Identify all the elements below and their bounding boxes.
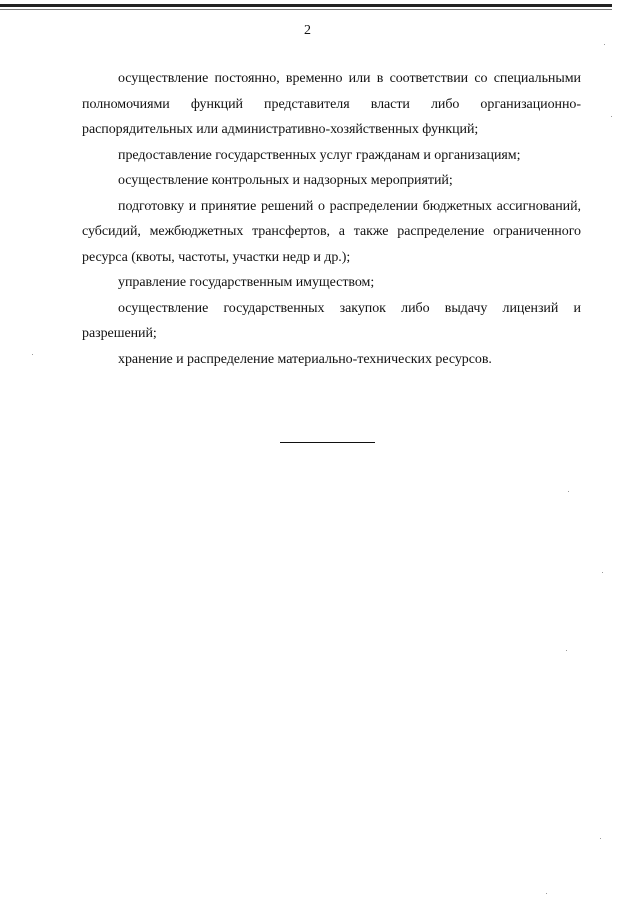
- top-border-line: [0, 4, 612, 7]
- paragraph-public-services: предоставление государственных услуг гражданам и организациям;: [118, 147, 521, 163]
- paragraph-authority-functions: осуществление постоянно, временно или в соответствии со специальными полномочиями функций представителя власти либо организационно-распорядительных или административно-хозяйственных функций;: [82, 71, 581, 137]
- paragraph-control-activities: осуществление контрольных и надзорных мероприятий;: [118, 173, 453, 188]
- scan-speck: [600, 838, 601, 839]
- paragraph-property-management: управление государственным имуществом;: [118, 275, 375, 290]
- document-body: [82, 66, 581, 372]
- scan-speck: [546, 893, 547, 894]
- scan-speck: [566, 650, 567, 651]
- top-border-shadow-line: [0, 9, 612, 10]
- page-number: 2: [304, 23, 311, 38]
- end-of-text-divider: [280, 442, 375, 443]
- scan-speck: [604, 44, 605, 45]
- scan-speck: [32, 354, 33, 355]
- scan-speck: [602, 572, 603, 573]
- paragraph-procurement-licensing: осуществление государственных закупок либо выдачу лицензий и разрешений;: [82, 300, 581, 341]
- paragraph-budget-decisions: подготовку и принятие решений о распределении бюджетных ассигнований, субсидий, межбюджетных трансфертов, а также распределение ограниченного ресурса (квоты, частоты, участки недр и др.);: [82, 198, 581, 265]
- scan-speck: [568, 491, 569, 492]
- scan-speck: [611, 116, 612, 117]
- paragraph-resource-storage: хранение и распределение материально-технических ресурсов.: [118, 351, 492, 367]
